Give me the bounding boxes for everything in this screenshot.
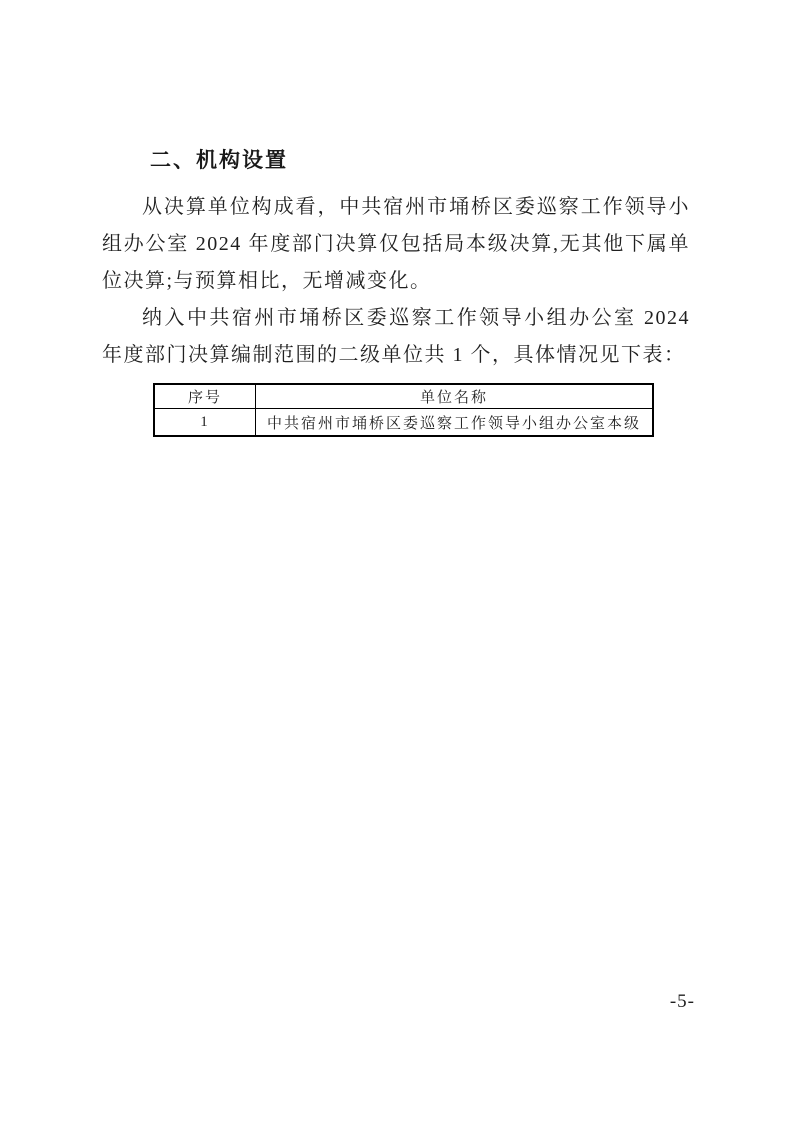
- unit-table: [153, 383, 654, 437]
- unit-table-header-row: [154, 384, 653, 409]
- paragraph-org-composition: 从决算单位构成看，中共宿州市埇桥区委巡察工作领导小组办公室 2024 年度部门决算仅包括局本级决算,无其他下属单位决算;与预算相比，无增减变化。: [102, 196, 690, 292]
- document-content: [102, 147, 690, 437]
- section-heading: 二、机构设置: [150, 149, 288, 172]
- paragraph-unit-scope: 纳入中共宿州市埇桥区委巡察工作领导小组办公室 2024 年度部门决算编制范围的二级单位共 1 个，具体情况见下表：: [102, 307, 690, 366]
- page-number: -5-: [669, 991, 695, 1012]
- table-row: [154, 409, 653, 437]
- unit-table-cell-name: 中共宿州市埇桥区委巡察工作领导小组办公室本级: [256, 409, 654, 437]
- unit-table-header-index: 序号: [154, 384, 256, 409]
- unit-table-cell-index: 1: [154, 409, 256, 437]
- unit-table-header-name: 单位名称: [256, 384, 654, 409]
